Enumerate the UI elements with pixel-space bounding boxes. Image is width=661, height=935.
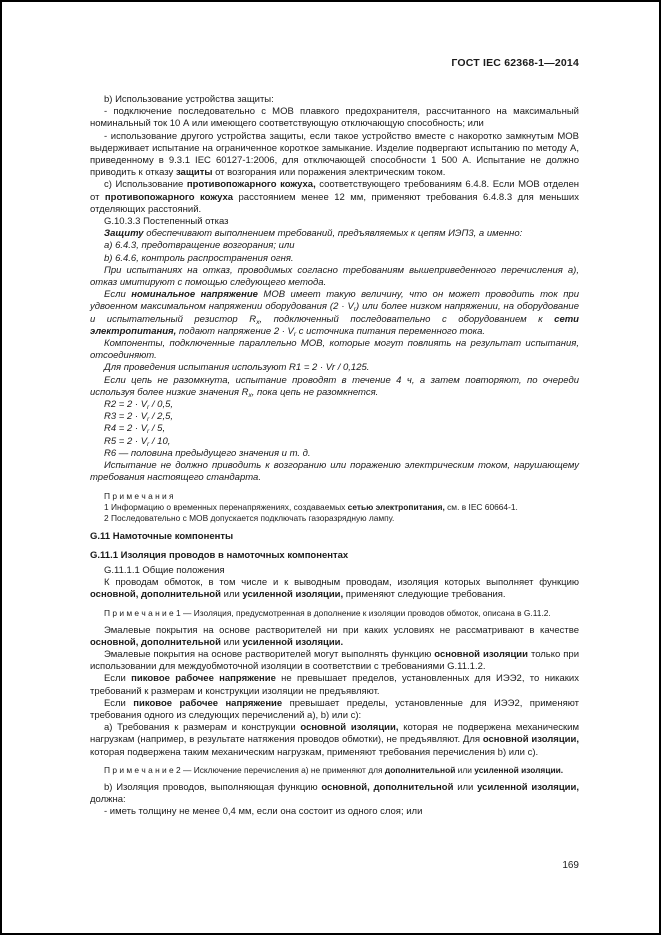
paragraph: - подключение последовательно с МОВ плавкого предохранителя, рассчитанного на максимальный номинальный ток 10 А или имеющего соответствующую отключающую способность; или: [90, 106, 579, 130]
note-paragraph: П р и м е ч а н и е 2 — Исключение перечисления a) не применяют для дополнительной или усиленной изоляции.: [104, 764, 564, 775]
notes-header: П р и м е ч а н и я: [104, 490, 174, 501]
paragraph: Если пиковое рабочее напряжение не превышает пределов, установленных для ИЭЭ2, то никаких требований к размерам и конструкции изоляции не предъявляют.: [90, 673, 579, 697]
note-paragraph: П р и м е ч а н и е 1 — Изоляция, предусмотренная в дополнение к изоляции проводов обмоток, описана в G.11.2.: [104, 607, 551, 618]
paragraph-italic: Если номинальное напряжение МОВ имеет такую величину, что он может проводить ток при удвоенном максимальном напряжении оборудования $(2 \cdot V_r)$ или более низком напряжении, на оборудование и испытательный резистор $R_x$, подключенный последовательно с оборудованием к сети электропитания, подают напряжение $2 \cdot V_r$ с источника питания переменного тока.: [90, 289, 579, 338]
section-heading: G.11 Намоточные компоненты: [90, 530, 234, 542]
paragraph-italic: Защиту обеспечивают выполнением требований, предъявляемых к цепям ИЭП3, а именно:: [104, 228, 523, 240]
note-paragraph: 2 Последовательно с МОВ допускается подключать газоразрядную лампу.: [104, 512, 395, 523]
paragraph-italic: Для проведения испытания используют R1 = 2 · Vr / 0,125.: [104, 362, 370, 374]
paragraph: Эмалевые покрытия на основе растворителей ни при каких условиях не рассматривают в качестве основной, дополнительной или усиленной изоляции.: [90, 624, 579, 648]
paragraph: G.11.1.1 Общие положения: [104, 564, 225, 576]
paragraph: c) Использование противопожарного кожуха, соответствующего требованиям 6.4.8. Если МОВ отделен от противопожарного кожуха расстоянием менее 12 мм, применяют требования 6.4.8.3 для меньших отделяющих расстояний.: [90, 179, 579, 215]
note-paragraph: 1 Информацию о временных перенапряжениях, создаваемых сетью электропитания, см. в IEC 60664-1.: [104, 501, 518, 512]
formula-line: $R2 = 2 \cdot V_r / 0,5$,: [104, 399, 174, 412]
paragraph-italic: Испытание не должно приводить к возгоранию или поражению электрическим током, нарушающему требования настоящего стандарта.: [90, 460, 579, 484]
paragraph: Эмалевые покрытия на основе растворителей могут выполнять функцию основной изоляции только при использовании для междуобмоточной изоляции в соответствии с требованиями G.11.1.2.: [90, 648, 579, 673]
paragraph: a) Требования к размерам и конструкции основной изоляции, которая не подвержена механическим нагрузкам (например, в результате натяжения проводов обмотки), не предъявляют. Для основной изоляции, которая подвержена таким механическим нагрузкам, применяют требования перечисления b) или c).: [90, 722, 579, 758]
paragraph-italic: При испытаниях на отказ, проводимых согласно требованиям вышеприведенного перечисления a), отказ имитируют с помощью следующего метода.: [90, 264, 579, 289]
paragraph: К проводам обмоток, в том числе и к выводным проводам, изоляция которых выполняет функцию основной, дополнительной или усиленной изоляции, применяют следующие требования.: [90, 577, 579, 601]
paragraph-italic: Компоненты, подключенные параллельно МОВ, которые могут повлиять на результат испытания, отсоединяют.: [90, 338, 579, 362]
section-heading: G.11.1 Изоляция проводов в намоточных компонентах: [90, 549, 349, 561]
paragraph-italic: a) 6.4.3, предотвращение возгорания; или: [104, 240, 295, 252]
paragraph: b) Использование устройства защиты:: [104, 94, 274, 105]
paragraph-italic: Если цепь не разомкнута, испытание проводят в течение 4 ч, а затем повторяют, по очереди используя более низкие значения $R_x$, пока цепь не разомкнется.: [90, 374, 579, 399]
page-number: 169: [562, 860, 579, 871]
formula-line: $R5 = 2 \cdot V_r / 10$,: [104, 435, 171, 448]
paragraph: - использование другого устройства защиты, если такое устройство вместе с накоротко замкнутым МОВ выдерживает испытание на ограниченное короткое замыкание. Изделие подвергают испытанию по методу А, приведенному в 9.3.1 IEC 60127-1:2006, для отключающей способности 1 500 А. Испытание не должно приводить к отказу защиты от возгорания или поражения электрическим током.: [90, 130, 579, 179]
formula-line: R6 — половина предыдущего значения и т. д.: [104, 447, 311, 459]
paragraph: - иметь толщину не менее 0,4 мм, если она состоит из одного слоя; или: [104, 806, 423, 818]
formula-line: $R3 = 2 \cdot V_r / 2,5$,: [104, 411, 174, 424]
page-content: [90, 94, 579, 818]
paragraph: Если пиковое рабочее напряжение превышает пределы, установленные для ИЭЭ2, применяют требования одного из следующих перечислений a), b) или c):: [90, 697, 579, 721]
paragraph-italic: b) 6.4.6, контроль распространения огня.: [104, 252, 294, 264]
paragraph: G.10.3.3 Постепенный отказ: [104, 216, 229, 228]
paragraph: b) Изоляция проводов, выполняющая функцию основной, дополнительной или усиленной изоляции, должна:: [90, 781, 579, 805]
formula-line: $R4 = 2 \cdot V_r / 5$,: [104, 423, 166, 436]
running-header-doc-number: ГОСТ IEC 62368-1—2014: [451, 57, 579, 69]
